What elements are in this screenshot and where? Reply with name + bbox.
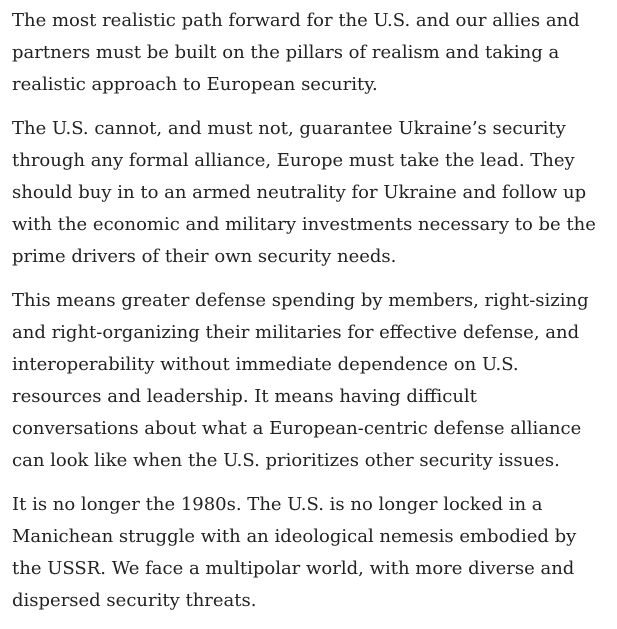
text-line: It is no longer the 1980s. The U.S. is no longer locked in a [12,494,543,515]
text-line: and right-organizing their militaries for effective defense, and [12,322,580,343]
text-line: dispersed security threats. [12,590,257,611]
text-line: through any formal alliance, Europe must take the lead. They [12,150,575,171]
text-line: the USSR. We face a multipolar world, with more diverse and [12,558,575,579]
text-line: realistic approach to European security. [12,74,378,95]
paragraph-3 [12,285,612,477]
paragraph-4 [12,489,612,617]
text-line: interoperability without immediate dependence on U.S. [12,354,519,375]
text-line: Manichean struggle with an ideological nemesis embodied by [12,526,577,547]
text-line: prime drivers of their own security needs. [12,246,397,267]
text-line: should buy in to an armed neutrality for Ukraine and follow up [12,182,587,203]
text-line: partners must be built on the pillars of realism and taking a [12,42,560,63]
text-line: The U.S. cannot, and must not, guarantee Ukraine’s security [12,118,566,139]
text-line: can look like when the U.S. prioritizes other security issues. [12,450,560,471]
text-line: conversations about what a European-centric defense alliance [12,418,582,439]
text-line: with the economic and military investments necessary to be the [12,214,596,235]
article-body [12,5,612,629]
paragraph-2 [12,113,612,273]
text-line: This means greater defense spending by members, right-sizing [12,290,589,311]
text-line: The most realistic path forward for the U.S. and our allies and [12,10,580,31]
paragraph-1 [12,5,612,101]
text-line: resources and leadership. It means having difficult [12,386,477,407]
